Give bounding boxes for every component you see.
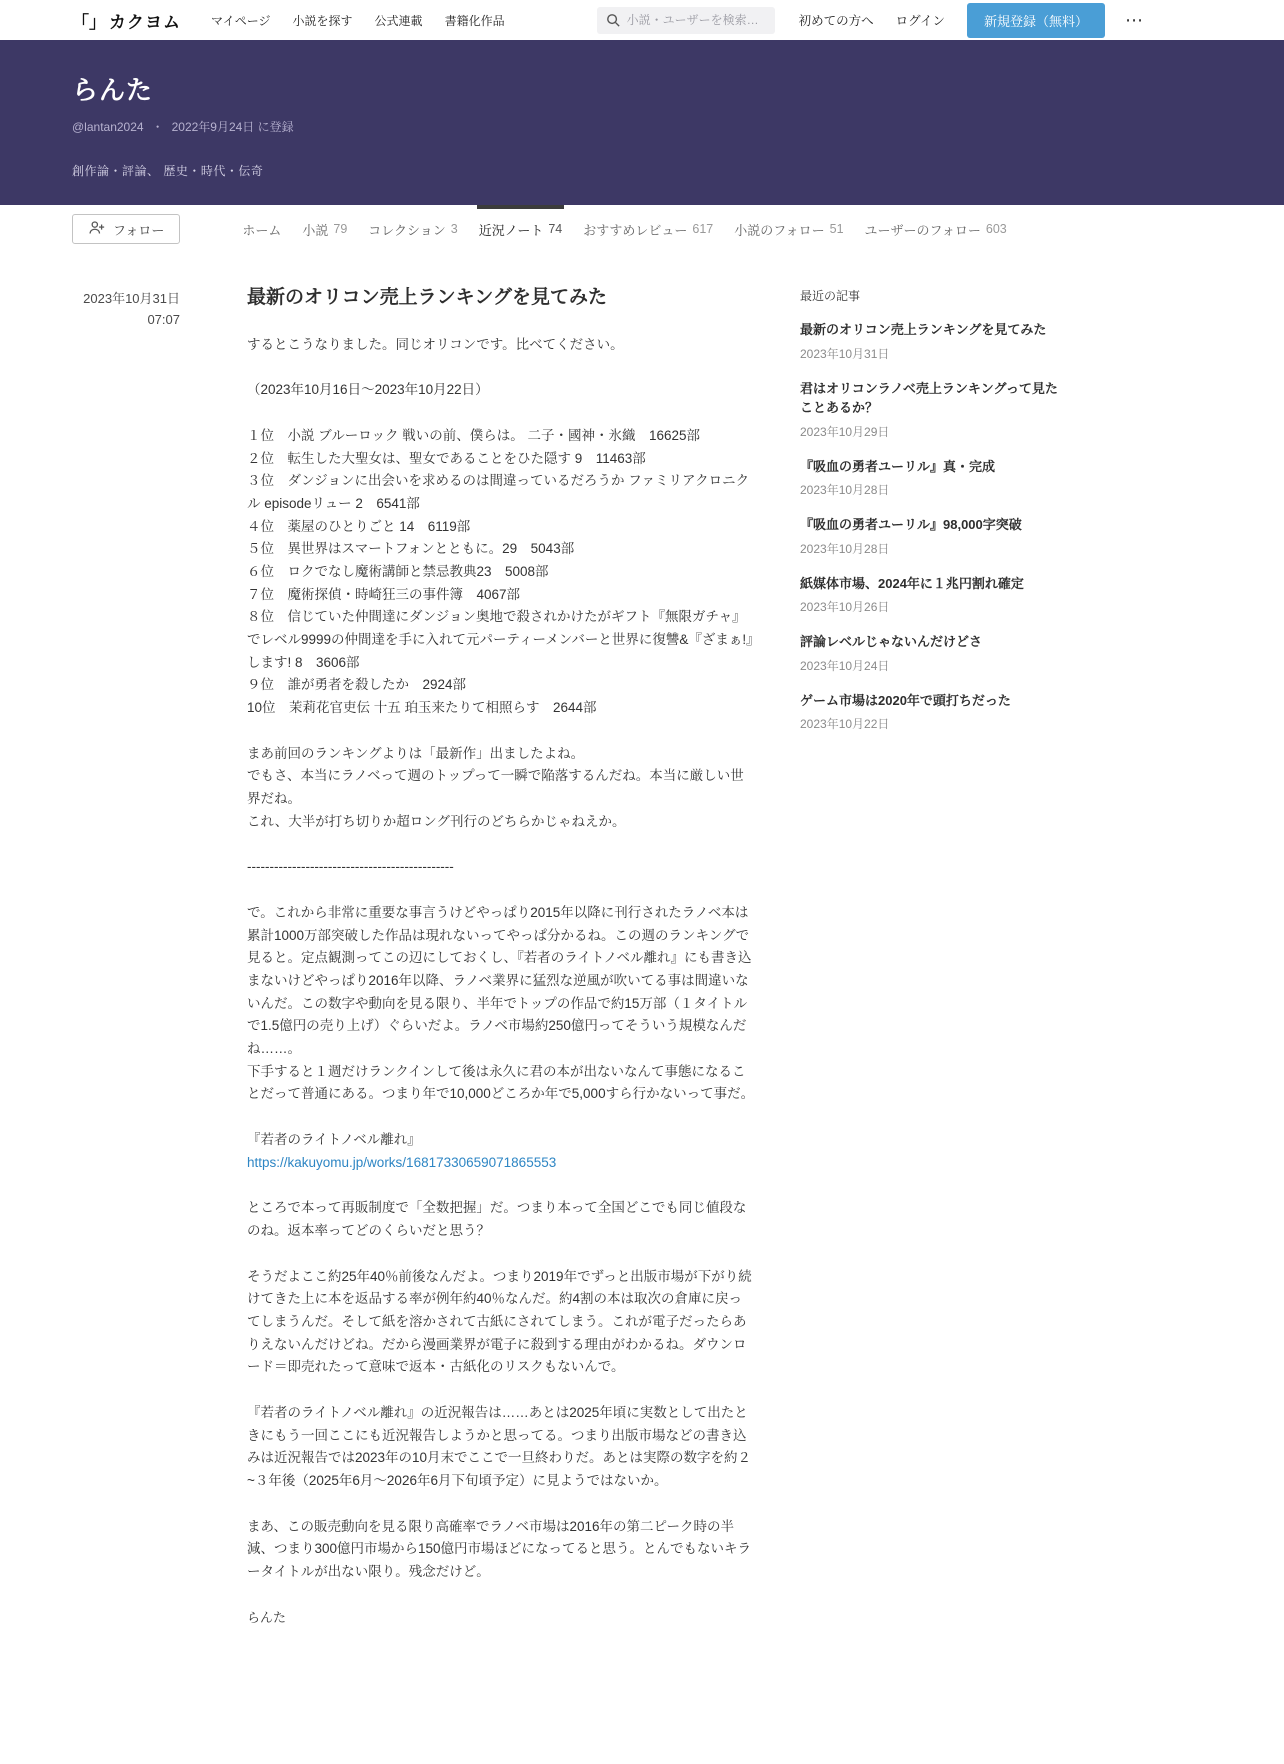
- recent-article-date: 2023年10月26日: [800, 600, 890, 614]
- ranking-line: ５位 異世界はスマートフォンとともに。29 5043部: [247, 541, 575, 557]
- follow-button[interactable]: [72, 214, 180, 244]
- nav-published-works[interactable]: 書籍化作品: [444, 13, 505, 28]
- recent-article-item[interactable]: [800, 457, 1065, 499]
- tab-label: ユーザーのフォロー: [864, 222, 981, 238]
- text-divider: ----------------------------------------------: [247, 859, 454, 875]
- recent-article-item[interactable]: [800, 515, 1065, 557]
- entry-title: 最新のオリコン売上ランキングを見てみた: [247, 287, 608, 308]
- tab-count: 617: [692, 222, 714, 236]
- tab-status-notes[interactable]: [477, 205, 565, 253]
- tab-label: 小説のフォロー: [734, 222, 825, 238]
- entry-timestamp[interactable]: [72, 285, 180, 331]
- top-right-actions: [799, 3, 1143, 38]
- recent-article-item[interactable]: [800, 574, 1065, 616]
- follow-user-icon: [88, 220, 105, 238]
- tab-count: 3: [450, 222, 458, 236]
- ranking-line: ６位 ロクでなし魔術講師と禁忌教典23 5008部: [247, 563, 549, 579]
- profile-tabs: [240, 205, 1008, 253]
- follow-button-label: フォロー: [113, 222, 165, 238]
- logo-text: カクヨム: [109, 12, 181, 32]
- recent-article-date: 2023年10月24日: [800, 658, 890, 673]
- recent-article-date: 2023年10月29日: [800, 424, 890, 439]
- recent-article-title[interactable]: 評論レベルじゃないんだけどさ: [800, 634, 983, 649]
- tab-home[interactable]: [240, 205, 283, 253]
- recent-article-title[interactable]: 『吸血の勇者ユーリル』98,000字突破: [800, 517, 1022, 532]
- recent-article-date: 2023年10月28日: [800, 541, 890, 556]
- ranking-line: ４位 薬屋のひとりごと 14 6119部: [247, 518, 471, 534]
- tab-label: おすすめレビュー: [583, 222, 688, 238]
- recent-article-date: 2023年10月31日: [800, 346, 890, 361]
- search-input[interactable]: [597, 7, 775, 34]
- tab-label: 近況ノート: [478, 222, 544, 238]
- ranking-line: ３位 ダンジョンに出会いを求めるのは間違っているだろうか ファミリアクロニクル episodeリュー 2 6541部: [247, 473, 750, 511]
- recent-article-title[interactable]: ゲーム市場は2020年で頭打ちだった: [800, 692, 1011, 708]
- author-signature: らんた: [247, 1609, 287, 1625]
- tab-recommended-reviews[interactable]: [581, 205, 715, 253]
- ranking-line: ７位 魔術探偵・時崎狂三の事件簿 4067部: [247, 586, 521, 602]
- profile-handle: @lantan2024: [72, 119, 144, 134]
- logo-brackets-icon: 「」: [72, 12, 106, 32]
- ranking-line: ２位 転生した大聖女は、聖女であることをひた隠す 9 11463部: [247, 450, 646, 466]
- paragraph-comment: [247, 743, 755, 834]
- comment-line: これ、大半が打ち切りか超ロング刊行のどちらかじゃねえか。: [247, 813, 626, 829]
- paragraph-return-rate: そうだよここ約25年40％前後なんだよ。つまり2019年でずっと出版市場が下がり続けてきた上に本を返品する率が例年約40％なんだ。約4割の本は取次の倉庫に戻ってしまうんだ。そして紙を溶かされて古紙にされてしまう。これが電子だったらありえないんだけどね。だから漫画業界が電子に殺到する理由がわかるね。ダウンロード＝即売れたって意味で返本・古紙化のリスクもないんで。: [247, 1268, 752, 1375]
- paragraph-analysis: [247, 902, 755, 1106]
- recent-article-title[interactable]: 紙媒体市場、2024年に１兆円割れ確定: [800, 575, 1024, 591]
- more-menu-icon[interactable]: ⋯: [1125, 10, 1143, 30]
- work-reference: [247, 1129, 755, 1174]
- entry-time: 07:07: [147, 311, 180, 327]
- ranking-line: ９位 誰が勇者を殺したか 2924部: [247, 677, 467, 693]
- meta-separator: ・: [151, 120, 164, 134]
- sidebar-title: 最近の記事: [800, 289, 861, 303]
- work-title: 『若者のライトノベル離れ』: [247, 1132, 421, 1148]
- profile-tab-bar: [0, 205, 1284, 253]
- tab-count: 79: [333, 222, 348, 236]
- first-time-link[interactable]: 初めての方へ: [798, 14, 874, 28]
- entry-date: 2023年10月31日: [83, 291, 180, 306]
- profile-meta: [72, 118, 1212, 135]
- recent-article-item[interactable]: [800, 632, 1065, 674]
- tab-collections[interactable]: [366, 205, 459, 253]
- recent-article-title[interactable]: 『吸血の勇者ユーリル』真・完成: [800, 458, 996, 474]
- kakuyomu-logo[interactable]: [72, 8, 181, 33]
- recent-article-title[interactable]: 君はオリコンラノベ売上ランキングって見たことあるか？: [800, 380, 1058, 415]
- tab-count: 51: [829, 222, 844, 236]
- top-nav-links: [211, 12, 505, 29]
- paragraph-intro: するとこうなりました。同じオリコンです。比べてください。: [247, 336, 624, 352]
- analysis-text: で。これから非常に重要な事言うけどやっぱり2015年以降に刊行されたラノベ本は累計1000万部突破した作品は現れないってやっぱ分かるね。この週のランキングで見ると。定点観測ってこの辺にしておくし、『若者のライトノベル離れ』にも書き込まないけどやっぱり2016年以降、ラノベ業界に猛烈な逆風が吹いてる事は間違いないんだ。この数字や動向を見る限り、半年でトップの作品で約15万部（１タイトルで1.5億円の売り上げ）ぐらいだよ。ラノベ市場約250億円ってそういう規模なんだね……。: [247, 905, 752, 1057]
- top-navigation-bar: [0, 0, 1284, 40]
- recent-article-date: 2023年10月28日: [800, 483, 890, 497]
- ranking-line: ８位 信じていた仲間達にダンジョン奥地で殺されかけたがギフト『無限ガチャ』でレベル9999の仲間達を手に入れて元パーティーメンバーと世界に復讐&『ざまぁ!』します! 8 3606部: [247, 609, 753, 670]
- comment-line: でもさ、本当にラノベって週のトップって一瞬で陥落するんだね。本当に厳しい世界だね。: [247, 768, 744, 807]
- tab-count: 74: [548, 222, 563, 236]
- profile-genres: 創作論・評論、 歴史・時代・伝奇: [72, 164, 264, 178]
- comment-line: まあ前回のランキングよりは「最新作」出ましたよね。: [247, 745, 585, 761]
- recent-article-title[interactable]: 最新のオリコン売上ランキングを見てみた: [800, 322, 1047, 337]
- analysis-text: 下手すると１週だけランクインして後は永久に君の本が出ないなんて事態になることだって普通にある。つまり年で10,000どころか年で5,000すら行かないって事だ。: [247, 1063, 755, 1102]
- tab-followed-users[interactable]: [863, 205, 1009, 253]
- tab-label: 小説: [302, 222, 329, 238]
- status-note-article: [247, 285, 755, 1626]
- profile-name: らんた: [72, 75, 154, 105]
- paragraph-period: （2023年10月16日〜2023年10月22日）: [247, 382, 489, 398]
- tab-count: 603: [985, 222, 1007, 236]
- paragraph-resale: ところで本って再販制度で「全数把握」だ。つまり本って全国どこでも同じ値段なのね。返本率ってどのくらいだと思う？: [247, 1200, 747, 1239]
- recent-article-item[interactable]: [800, 320, 1065, 362]
- search-icon: [606, 13, 621, 33]
- recent-article-date: 2023年10月22日: [800, 717, 890, 731]
- tab-label: ホーム: [242, 222, 282, 238]
- signup-button[interactable]: 新規登録（無料）: [967, 3, 1105, 38]
- search-box: [597, 7, 775, 34]
- nav-find-novels[interactable]: 小説を探す: [292, 13, 353, 28]
- login-link[interactable]: ログイン: [895, 14, 945, 28]
- ranking-line: 10位 茉莉花官吏伝 十五 珀玉来たりて相照らす 2644部: [247, 700, 597, 715]
- work-link[interactable]: https://kakuyomu.jp/works/16817330659071865553: [247, 1154, 557, 1170]
- tab-followed-novels[interactable]: [732, 205, 845, 253]
- profile-registered-date: 2022年9月24日 に登録: [171, 120, 294, 134]
- recent-article-item[interactable]: [800, 379, 1065, 440]
- nav-mypage[interactable]: マイページ: [211, 13, 271, 28]
- ranking-line: １位 小説 ブルーロック 戦いの前、僕らは。 二子・國神・氷織 16625部: [247, 427, 700, 443]
- paragraph-final: まあ、この販売動向を見る限り高確率でラノベ市場は2016年の第二ピーク時の半減、つまり300億円市場から150億円市場ほどになってると思う。とんでもないキラータイトルが出ない限り。残念だけど。: [247, 1518, 752, 1580]
- main-content: [0, 253, 1284, 1626]
- ranking-list: [247, 425, 755, 720]
- recent-article-item[interactable]: [800, 691, 1065, 733]
- tab-label: コレクション: [368, 222, 446, 238]
- profile-banner: [0, 40, 1284, 205]
- nav-official-series[interactable]: 公式連載: [374, 13, 423, 28]
- recent-articles-sidebar: [800, 285, 1065, 749]
- paragraph-report-plan: 『若者のライトノベル離れ』の近況報告は……あとは2025年頃に実数として出たときにもう一回ここにも近況報告しようかと思ってる。つまり出版市場などの書き込みは近況報告では2023年の10月末でここで一旦終わりだ。あとは実際の数字を約２~３年後（2025年6月〜2026年6月下旬頃予定）に見ようではないか。: [247, 1405, 752, 1489]
- tab-novels[interactable]: [300, 205, 349, 253]
